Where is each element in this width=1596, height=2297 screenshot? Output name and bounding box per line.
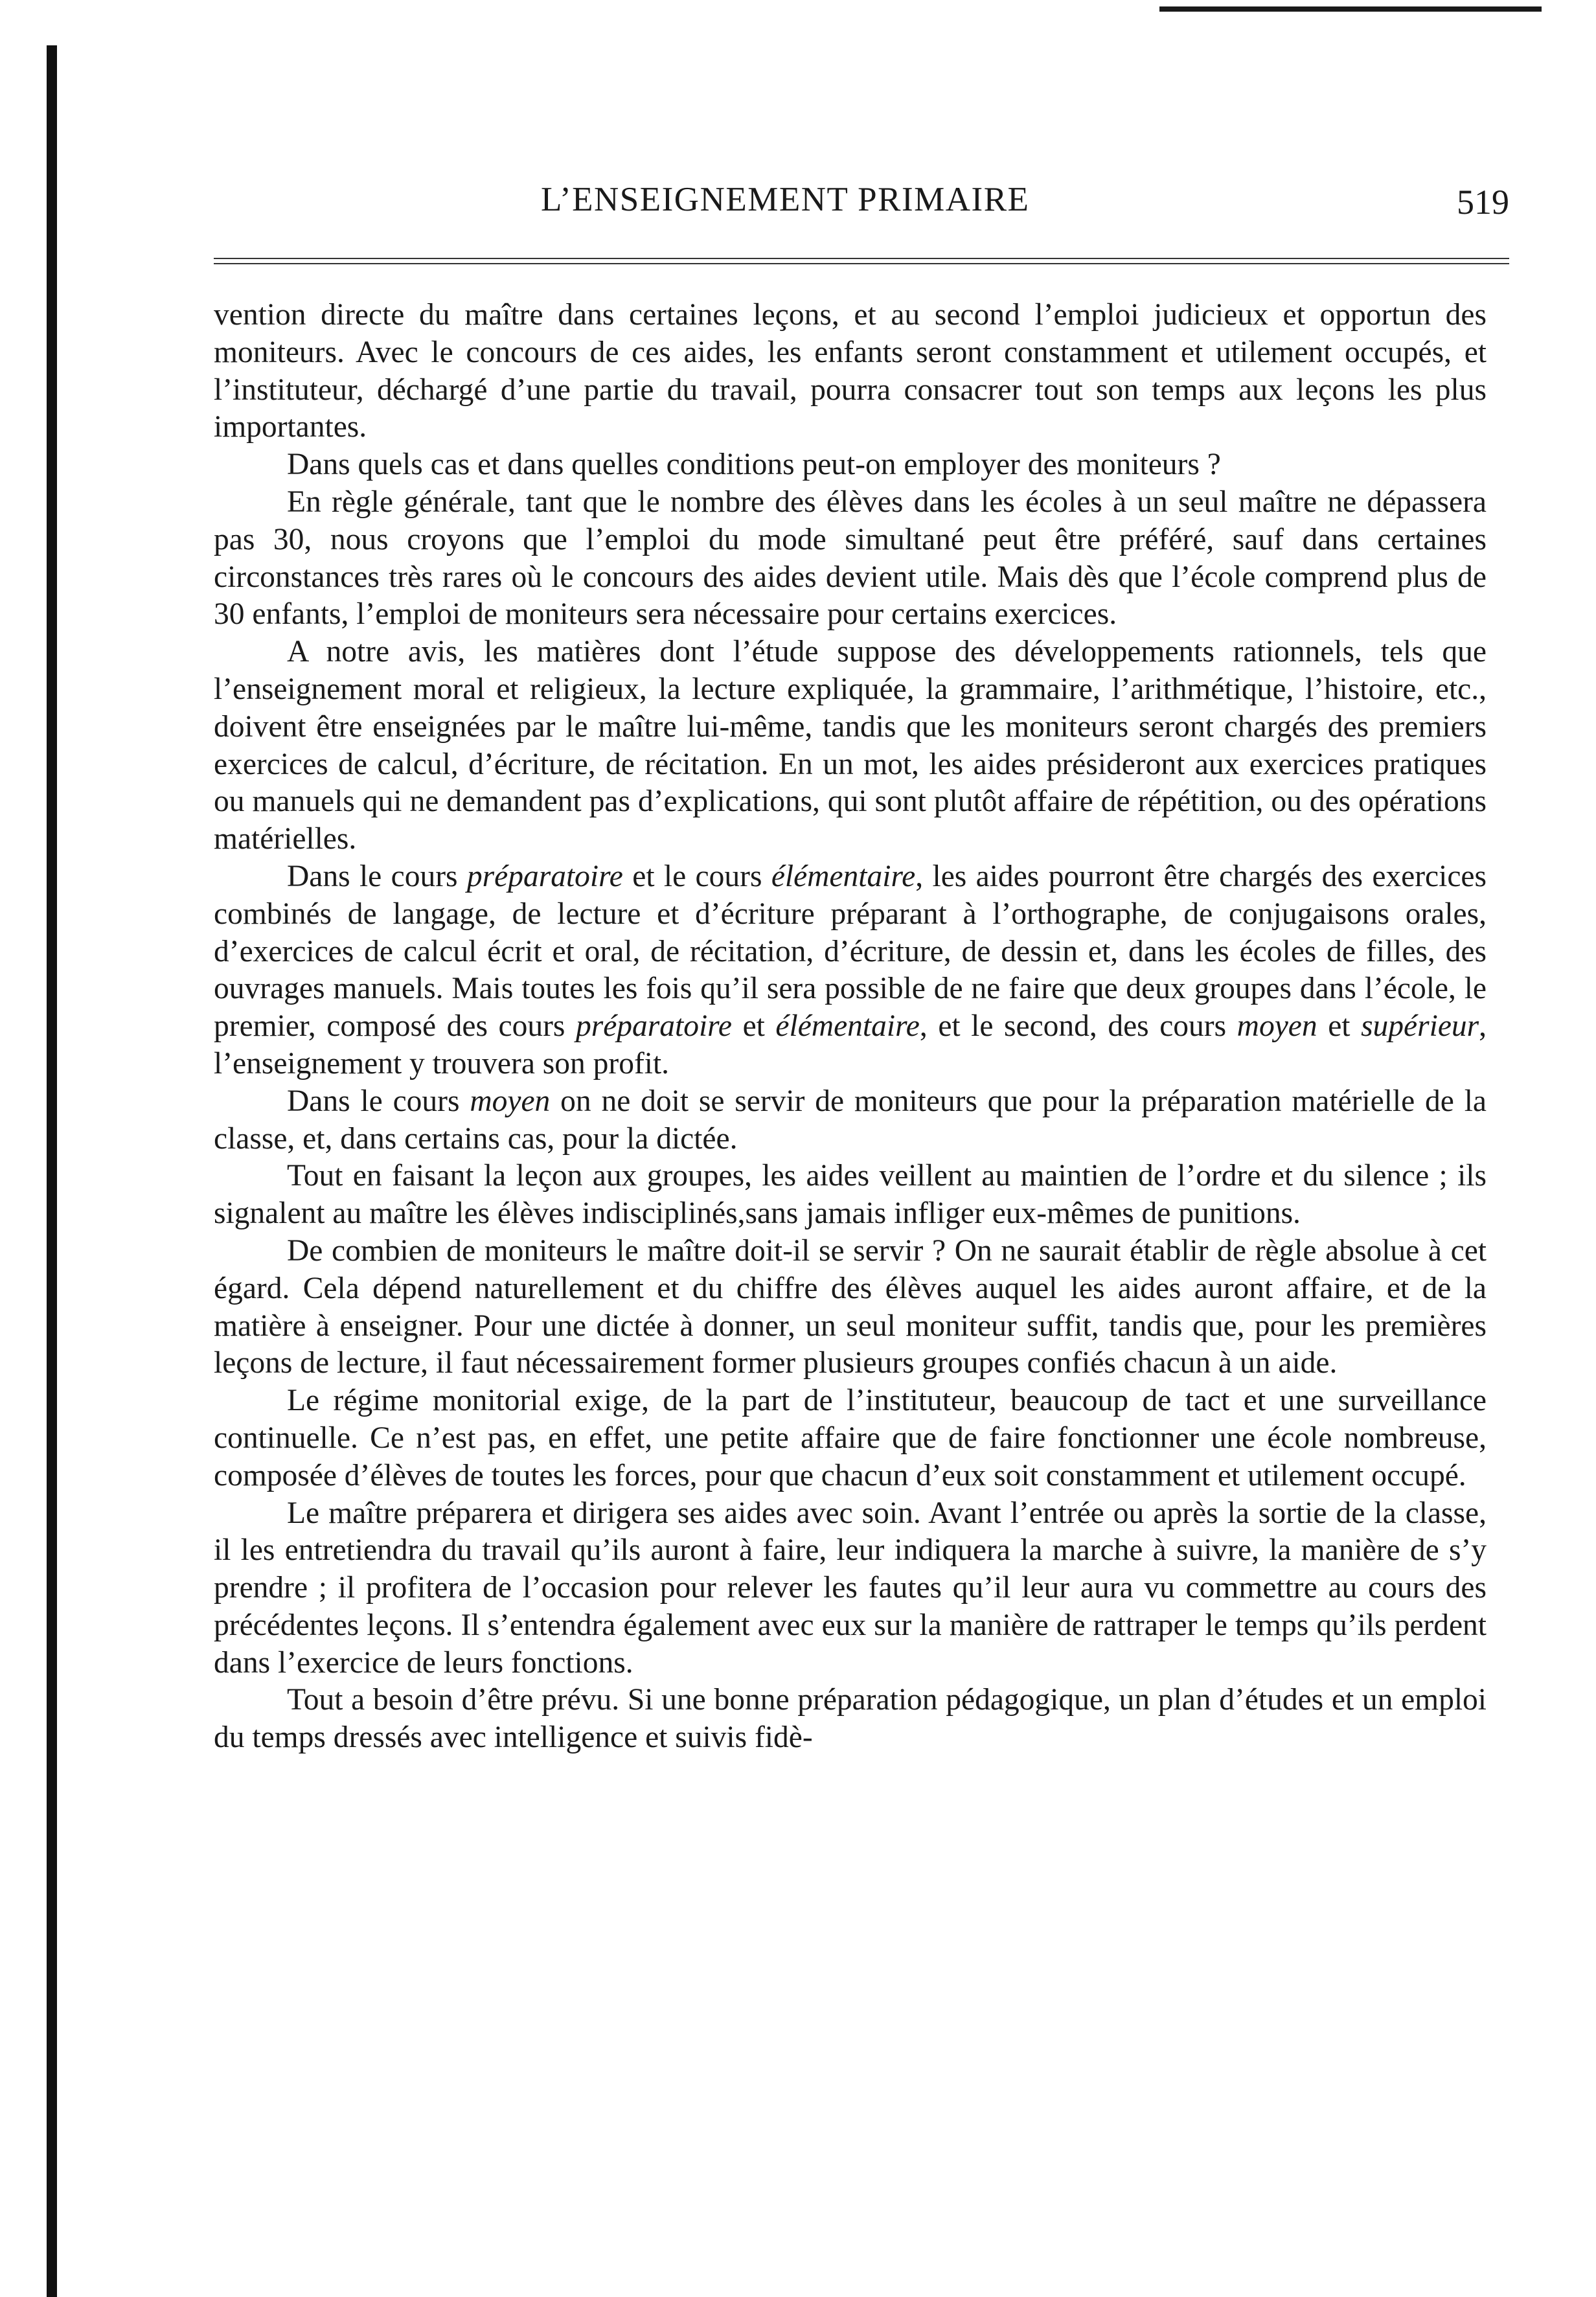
- text-run: , et le second, des cours: [919, 1009, 1237, 1044]
- italic-term: supérieur: [1361, 1009, 1479, 1044]
- paragraph: [214, 1382, 1487, 1494]
- top-edge-rule: [1159, 6, 1542, 12]
- text-run: vention directe du maître dans certaines leçons, et au second l’emploi judicieux et opportun des moniteurs. Avec le concours de ces aides, les enfants seront constamment et utilement occupés, et l’instituteur, déchargé d’une partie du travail, pourra consacrer tout son temps aux leçons les plus importantes.: [214, 298, 1487, 444]
- paragraph: [214, 1682, 1487, 1757]
- paragraph: [214, 1158, 1487, 1233]
- italic-term: élémentaire: [775, 1009, 920, 1044]
- text-run: En règle générale, tant que le nombre des élèves dans les écoles à un seul maître ne dépassera pas 30, nous croyons que l’emploi du mode simultané peut être préféré, sauf dans certaines circonstances très rares où le concours des aides devient utile. Mais dès que l’école comprend plus de 30 enfants, l’emploi de moniteurs sera nécessaire pour certains exercices.: [214, 485, 1487, 632]
- italic-term: moyen: [470, 1084, 551, 1118]
- text-run: et: [732, 1009, 776, 1044]
- text-run: De combien de moniteurs le maître doit-il se servir ? On ne saurait établir de règle absolue à cet égard. Cela dépend naturellement et du chiffre des élèves auquel les aides auront affaire, et de la matière à enseigner. Pour une dictée à donner, un seul moniteur suffit, tandis que, pour les premières leçons de lecture, il faut nécessairement former plusieurs groupes confiés chacun à un aide.: [214, 1233, 1487, 1380]
- text-run: et le cours: [622, 859, 771, 893]
- italic-term: préparatoire: [466, 859, 623, 893]
- text-run: A notre avis, les matières dont l’étude suppose des développements rationnels, tels que l’enseignement moral et religieux, la lecture expliquée, la grammaire, l’arithmétique, l’histoire, etc., doivent être enseignées par le maître lui-même, tandis que les moniteurs seront chargés des premiers exercices de calcul, d’écriture, de récitation. En un mot, les aides présideront aux exercices pratiques ou manuels qui ne demandent pas d’explications, qui sont plutôt affaire de répétition, ou des opérations matérielles.: [214, 635, 1487, 856]
- paragraph: [214, 446, 1487, 484]
- running-title: L’ENSEIGNEMENT PRIMAIRE: [541, 181, 1030, 218]
- running-header: [214, 174, 1509, 225]
- paragraph: [214, 484, 1487, 634]
- text-run: , les aides pourront être chargés des exercices combinés de langage, de lecture et d’écriture préparant à l’orthographe, de conjugaisons orales, d’exercices de calcul écrit et oral, de récitation, d’écriture, de dessin et, dans les écoles de filles, des ouvrages manuels. Mais toutes les fois qu’il sera possible de ne faire que deux groupes dans l’école, le premier, composé des cours: [214, 859, 1487, 1044]
- italic-term: préparatoire: [575, 1009, 732, 1044]
- text-run: , l’enseignement y trouvera son profit.: [214, 1009, 1487, 1080]
- text-run: Le maître préparera et dirigera ses aides avec soin. Avant l’entrée ou après la sortie de la classe, il les entretiendra du travail qu’ils auront à faire, leur indiquera la marche à suivre, la manière de s’y prendre ; il profitera de l’occasion pour relever les fautes qu’il leur aura vu commettre au cours des précédentes leçons. Il s’entendra également avec eux sur la manière de rattraper le temps qu’ils perdent dans l’exercice de leurs fonctions.: [214, 1496, 1487, 1680]
- body-text: [214, 297, 1487, 1757]
- page-number: 519: [1457, 183, 1509, 222]
- italic-term: élémentaire: [771, 859, 916, 893]
- header-double-rule: [214, 258, 1509, 264]
- text-run: et: [1317, 1009, 1362, 1044]
- paragraph: [214, 1233, 1487, 1382]
- paragraph: [214, 858, 1487, 1083]
- paragraph: [214, 297, 1487, 446]
- text-run: Tout en faisant la leçon aux groupes, les aides veillent au maintien de l’ordre et du silence ; ils signalent au maître les élèves indisciplinés,sans jamais infliger eux-mêmes de punitions.: [214, 1159, 1487, 1231]
- paragraph: [214, 1083, 1487, 1158]
- text-run: Le régime monitorial exige, de la part de l’instituteur, beaucoup de tact et une surveillance continuelle. Ce n’est pas, en effet, une petite affaire que de faire fonctionner une école nombreuse, composée d’élèves de toutes les forces, pour que chacun d’eux soit constamment et utilement occupé.: [214, 1384, 1487, 1492]
- paragraph: [214, 1495, 1487, 1682]
- paragraph: [214, 634, 1487, 858]
- page-binding-edge: [47, 45, 57, 2297]
- text-run: Dans le cours: [287, 1084, 470, 1118]
- text-run: on ne doit se servir de moniteurs que pour la préparation matérielle de la classe, et, dans certains cas, pour la dictée.: [214, 1084, 1487, 1156]
- text-run: Dans quels cas et dans quelles conditions peut-on employer des moniteurs ?: [287, 448, 1221, 482]
- text-run: Dans le cours: [287, 859, 467, 893]
- italic-term: moyen: [1237, 1009, 1317, 1044]
- text-run: Tout a besoin d’être prévu. Si une bonne préparation pédagogique, un plan d’études et un emploi du temps dressés avec intelligence et suivis fidè-: [214, 1683, 1487, 1755]
